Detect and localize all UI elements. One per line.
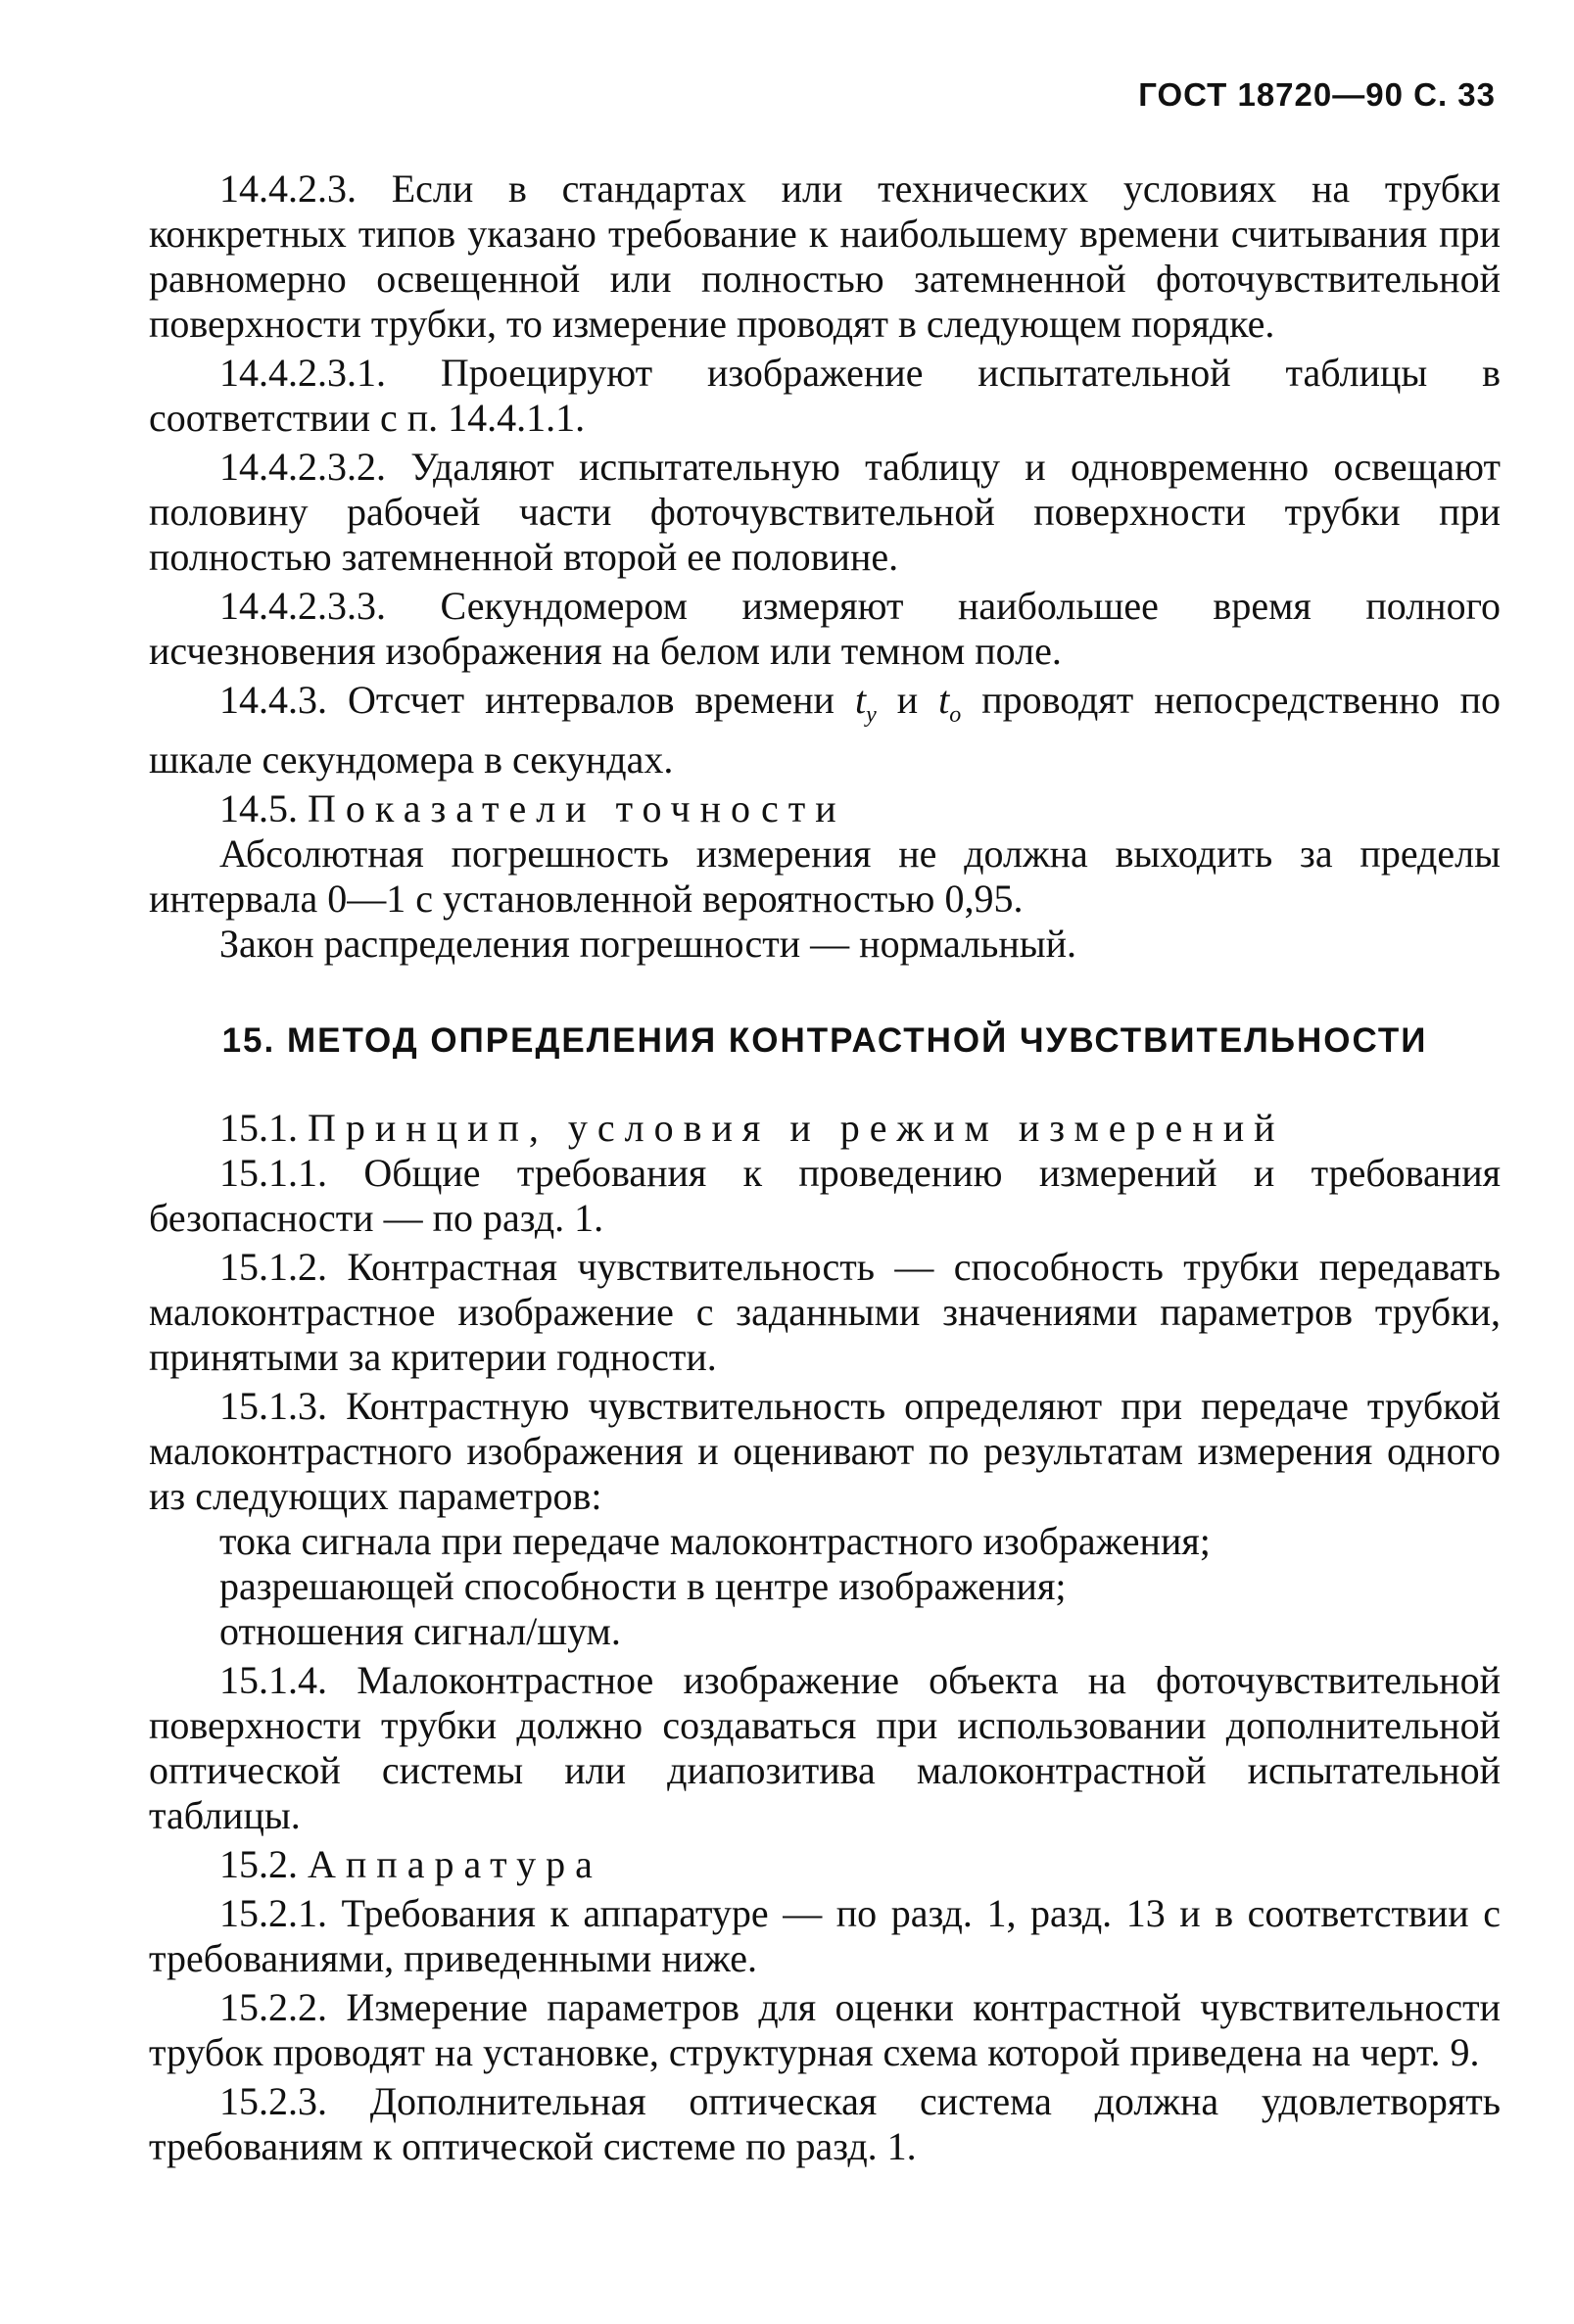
t-o-symbol: $t_о$ <box>938 678 962 728</box>
t-y-symbol: $t_у$ <box>854 678 877 728</box>
paragraph-14-4-3 <box>149 678 1501 783</box>
section-heading-15: 15. МЕТОД ОПРЕДЕЛЕНИЯ КОНТРАСТНОЙ ЧУВСТВИТЕЛЬНОСТИ <box>221 1021 1428 1060</box>
paragraph-14-4-2-3-2: 14.4.2.3.2. Удаляют испытательную таблицу и одновременно освещают половину рабочей части фоточувствительной поверхности трубки при полностью затемненной второй ее половине. <box>149 445 1501 579</box>
p5-text-a: 14.4.3. Отсчет интервалов времени <box>219 678 855 722</box>
paragraph-15-2-1: 15.2.1. Требования к аппаратуре — по разд. 1, разд. 13 и в соответствии с требованиями, приведенными ниже. <box>149 1891 1501 1980</box>
list-item: разрешающей способности в центре изображения; <box>219 1564 1067 1608</box>
paragraph-15-1-4: 15.1.4. Малоконтрастное изображение объекта на фоточувствительной поверхности трубки должно создаваться при использовании дополнительной оптической системы или диапозитива малоконтрастной испытательной таблицы. <box>149 1658 1501 1837</box>
paragraph-15-1-3: 15.1.3. Контрастную чувствительность определяют при передаче трубкой малоконтрастного изображения и оценивают по результатам измерения одного из следующих параметров: <box>149 1384 1501 1518</box>
spaced-title: Показатели точности <box>308 786 846 830</box>
subsection-heading-15-2: 15.2. Аппаратура <box>219 1842 602 1886</box>
paragraph-14-4-2-3: 14.4.2.3. Если в стандартах или технических условиях на трубки конкретных типов указано требование к наибольшему времени считывания при равномерно освещенной или полностью затемненной фоточувствительной поверхности трубки, то измерение проводят в следующем порядке. <box>149 166 1501 346</box>
document-body <box>149 166 1501 2169</box>
list-item: отношения сигнал/шум. <box>219 1609 621 1653</box>
paragraph-14-4-2-3-1: 14.4.2.3.1. Проецируют изображение испытательной таблицы в соответствии с п. 14.4.1.1. <box>149 351 1501 440</box>
paragraph-14-4-2-3-3: 14.4.2.3.3. Секундомером измеряют наибольшее время полного исчезновения изображения на белом или темном поле. <box>149 584 1501 673</box>
paragraph-error-law: Закон распределения погрешности — нормальный. <box>219 922 1077 966</box>
paragraph-15-1-1: 15.1.1. Общие требования к проведению измерений и требования безопасности — по разд. 1. <box>149 1151 1501 1240</box>
paragraph-accuracy: Абсолютная погрешность измерения не должна выходить за пределы интервала 0—1 с установленной вероятностью 0,95. <box>149 831 1501 921</box>
spaced-title: Принцип, условия и режим измерений <box>308 1106 1285 1150</box>
list-item: тока сигнала при передаче малоконтрастного изображения; <box>219 1519 1211 1563</box>
p5-text-b: и <box>876 678 939 722</box>
p5-text-c: проводят непосредственно по шкале секундомера в секундах. <box>149 678 1501 782</box>
page-header: ГОСТ 18720—90 С. 33 <box>1138 76 1496 113</box>
paragraph-15-2-2: 15.2.2. Измерение параметров для оценки контрастной чувствительности трубок проводят на установке, структурная схема которой приведена на черт. 9. <box>149 1985 1501 2074</box>
subsection-heading-15-1: 15.1. Принцип, условия и режим измерений <box>219 1106 1285 1150</box>
spaced-title: Аппаратура <box>308 1842 602 1886</box>
paragraph-15-2-3: 15.2.3. Дополнительная оптическая система должна удовлетворять требованиям к оптической системе по разд. 1. <box>149 2079 1501 2168</box>
paragraph-15-1-2: 15.1.2. Контрастная чувствительность — способность трубки передавать малоконтрастное изображение с заданными значениями параметров трубки, принятыми за критерии годности. <box>149 1245 1501 1379</box>
subsection-heading-14-5: 14.5. Показатели точности <box>219 786 846 830</box>
